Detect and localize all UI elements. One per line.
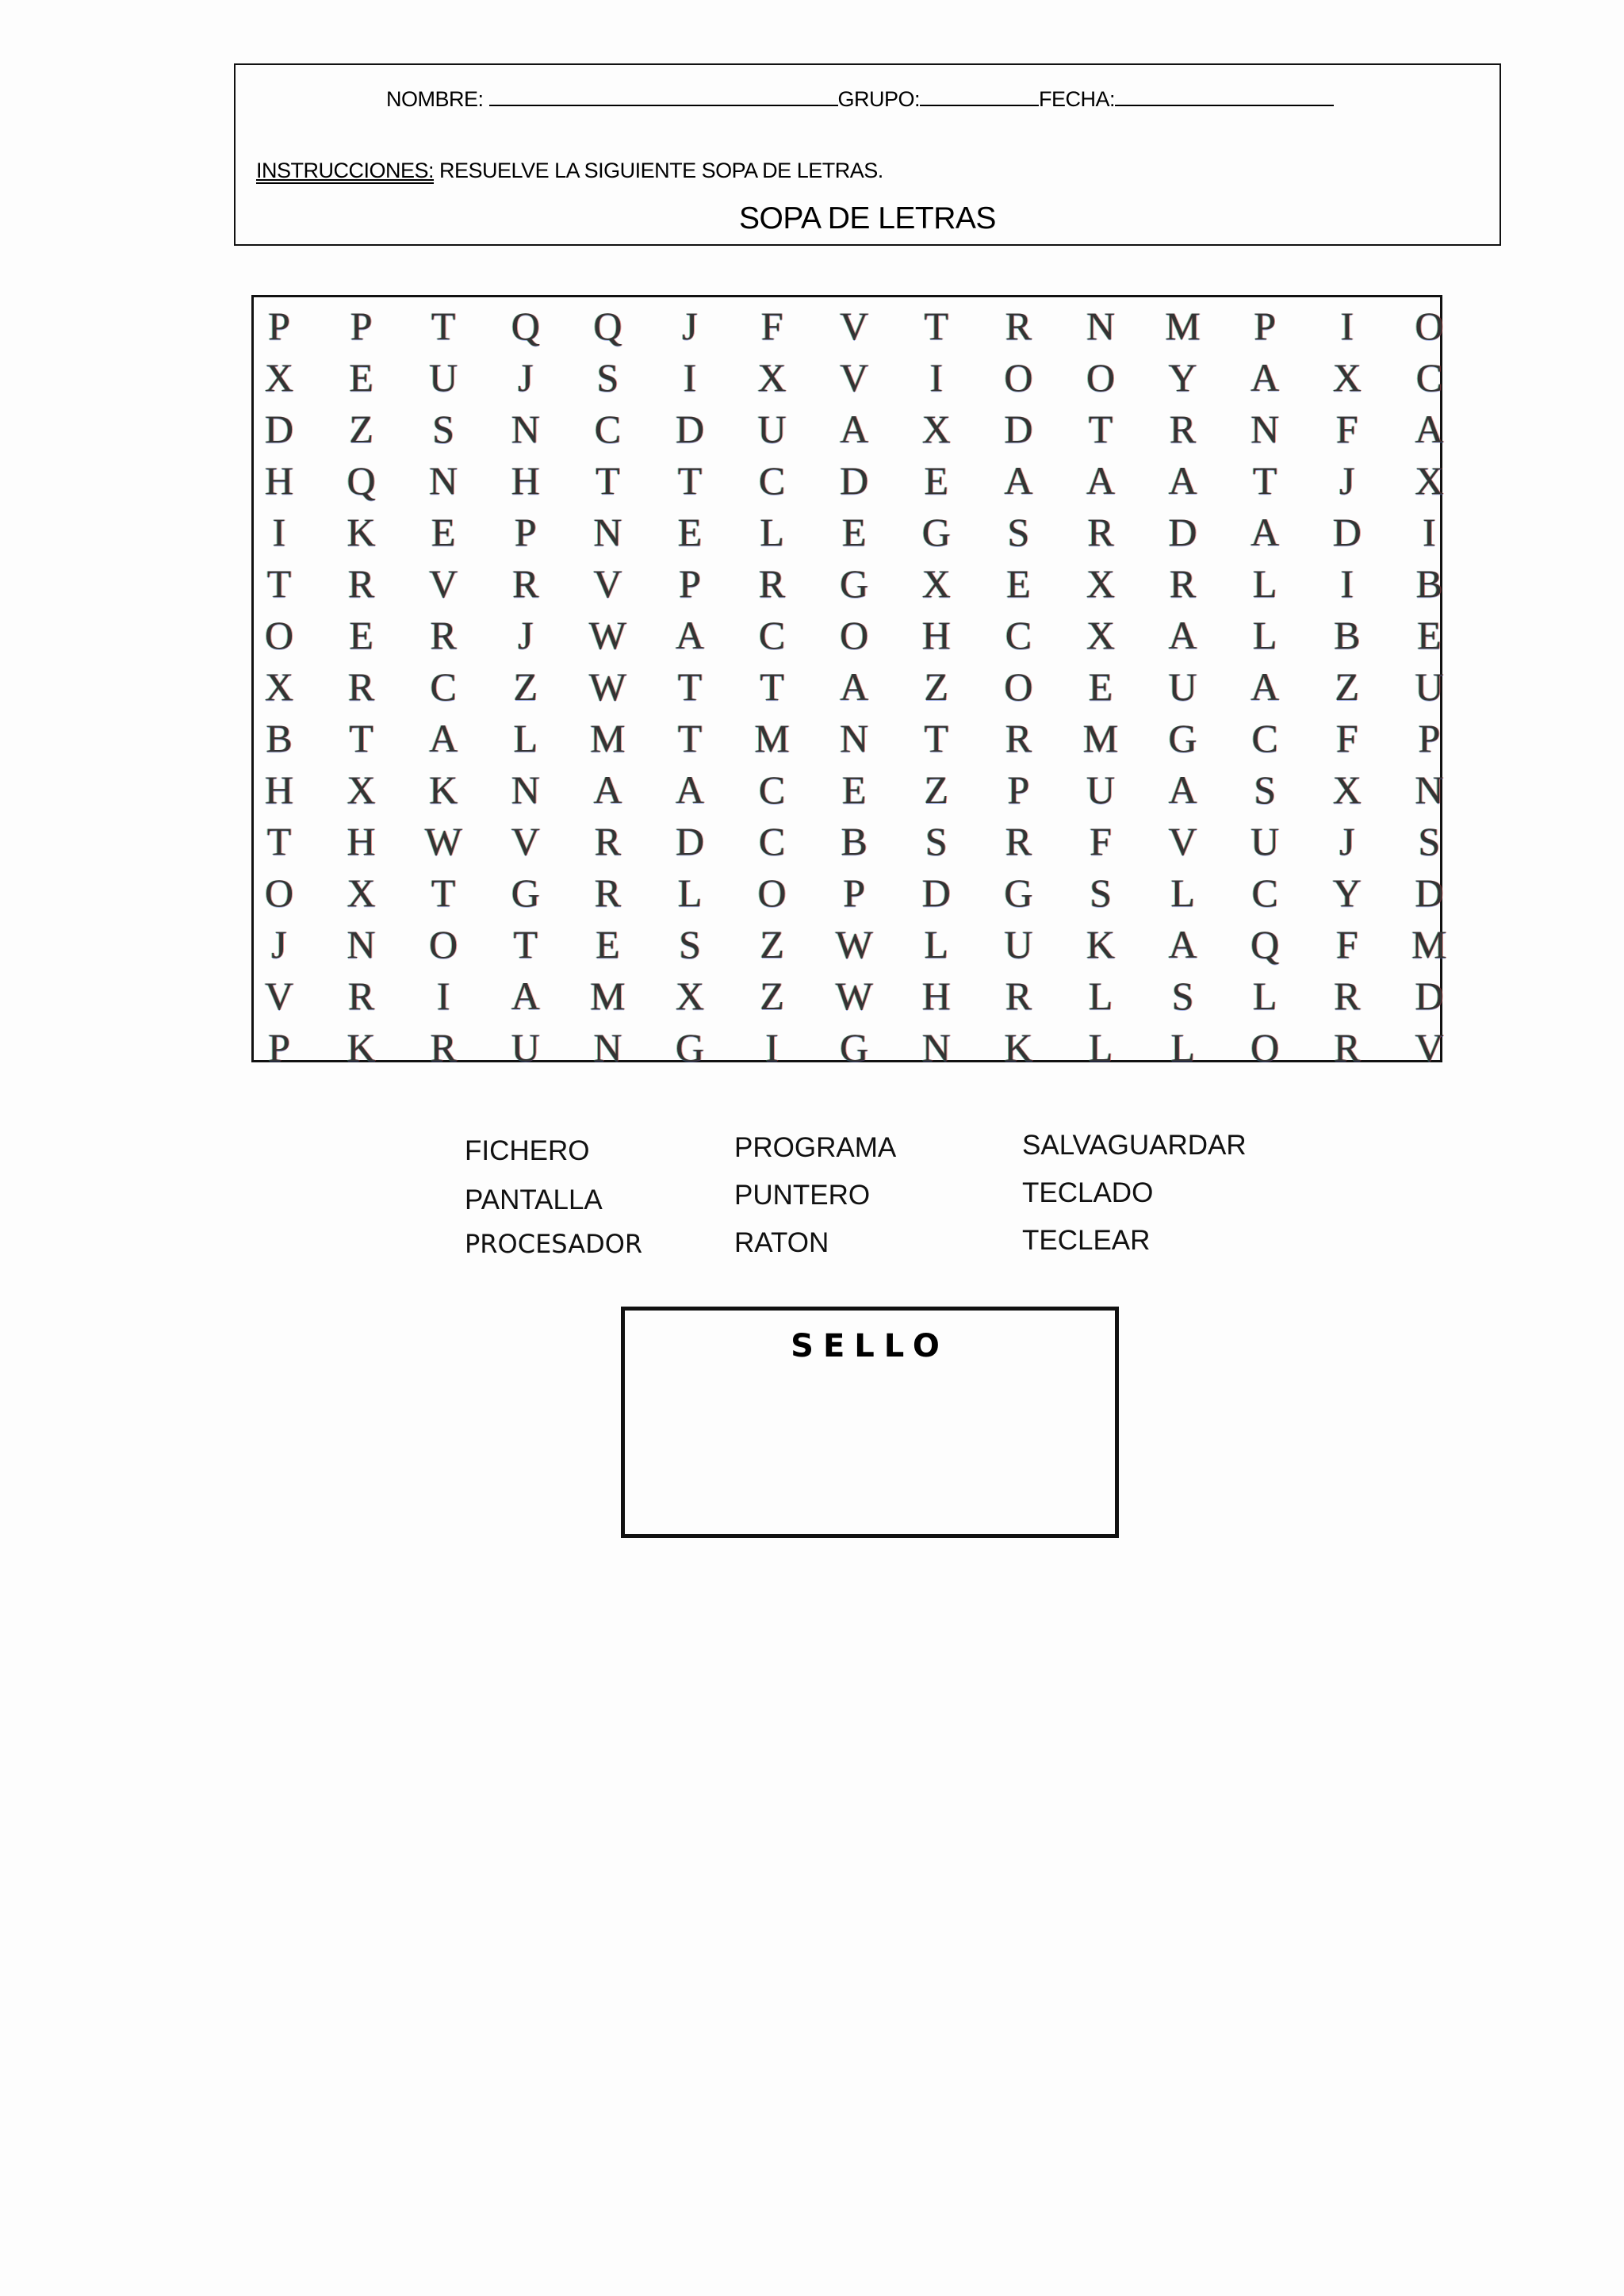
grid-letter[interactable]: Z <box>349 407 373 451</box>
grid-letter[interactable]: U <box>1004 922 1033 966</box>
word-item: TECLADO <box>1022 1177 1154 1208</box>
grid-letter[interactable]: I <box>272 510 286 554</box>
grid-letter[interactable]: V <box>429 561 458 606</box>
grid-letter[interactable]: P <box>1254 304 1277 348</box>
grid-letter[interactable]: K <box>1086 922 1116 966</box>
grid-letter[interactable]: E <box>677 510 703 554</box>
grid-letter[interactable]: R <box>594 819 622 863</box>
grid-letter[interactable]: X <box>264 664 294 709</box>
grid-letter[interactable]: R <box>1005 819 1032 863</box>
grid-letter[interactable]: R <box>1169 561 1197 606</box>
grid-letter[interactable]: N <box>1415 767 1444 812</box>
grid-letter[interactable]: T <box>266 819 292 863</box>
page-title: SOPA DE LETRAS <box>739 201 996 235</box>
grid-letter[interactable]: K <box>429 767 458 812</box>
grid-letter[interactable]: B <box>1334 613 1361 657</box>
grid-letter[interactable]: T <box>1088 407 1113 451</box>
grid-letter[interactable]: V <box>1168 819 1197 863</box>
grid-letter[interactable]: X <box>347 767 376 812</box>
grid-letter[interactable]: R <box>347 561 375 606</box>
grid-letter[interactable]: E <box>841 767 867 812</box>
word-item: PROGRAMA <box>734 1132 897 1163</box>
grid-letter[interactable]: K <box>1004 1025 1033 1070</box>
instructions <box>256 159 883 183</box>
grid-letter[interactable]: B <box>1415 561 1443 606</box>
fecha-label: FECHA: <box>1039 87 1116 111</box>
grid-letter[interactable]: R <box>1005 974 1032 1018</box>
grid-letter[interactable]: J <box>1339 458 1355 503</box>
grid-letter[interactable]: N <box>511 767 540 812</box>
grid-letter[interactable]: H <box>264 458 294 503</box>
grid-letter[interactable]: D <box>1332 510 1362 554</box>
grid-letter[interactable]: R <box>347 974 375 1018</box>
grid-letter[interactable]: R <box>1005 304 1032 348</box>
grid-letter[interactable]: J <box>271 922 287 966</box>
grid-letter[interactable]: S <box>1171 974 1194 1018</box>
grid-letter[interactable]: G <box>1168 716 1197 760</box>
grid-letter[interactable]: L <box>1252 974 1277 1018</box>
grupo-field[interactable] <box>920 86 1039 106</box>
grid-letter[interactable]: Y <box>1332 871 1362 915</box>
grid-letter[interactable]: M <box>590 716 626 760</box>
grid-letter[interactable]: S <box>679 922 701 966</box>
grid-letter[interactable]: X <box>347 871 376 915</box>
grid-letter[interactable]: N <box>840 716 869 760</box>
grid-letter[interactable]: G <box>1004 871 1033 915</box>
grid-letter[interactable]: X <box>921 561 951 606</box>
grid-letter[interactable]: R <box>1334 1025 1361 1070</box>
grid-letter[interactable]: V <box>840 304 869 348</box>
grid-letter[interactable]: G <box>511 871 540 915</box>
grid-letter[interactable]: I <box>765 1025 779 1070</box>
grid-letter[interactable]: Q <box>511 304 540 348</box>
grid-letter[interactable]: I <box>436 974 450 1018</box>
grid-letter[interactable]: O <box>1004 355 1033 400</box>
grid-letter[interactable]: A <box>840 407 869 451</box>
grid-letter[interactable]: U <box>1415 664 1444 709</box>
grid-letter[interactable]: Z <box>1335 664 1360 709</box>
grid-letter[interactable]: H <box>511 458 540 503</box>
grid-letter[interactable]: Q <box>347 458 376 503</box>
grid-letter[interactable]: X <box>757 355 787 400</box>
grid-letter[interactable]: H <box>921 613 951 657</box>
grid-letter[interactable]: L <box>677 871 703 915</box>
grid-letter[interactable]: N <box>1086 304 1116 348</box>
grid-letter[interactable]: P <box>1007 767 1030 812</box>
grid-letter[interactable]: C <box>758 458 786 503</box>
grid-letter[interactable]: A <box>593 767 622 812</box>
grid-letter[interactable]: U <box>429 355 458 400</box>
grid-letter[interactable]: T <box>677 716 703 760</box>
grid-letter[interactable]: D <box>1415 871 1444 915</box>
grid-letter[interactable]: U <box>1086 767 1116 812</box>
grid-letter[interactable]: C <box>758 819 786 863</box>
grid-letter[interactable]: O <box>429 922 458 966</box>
grid-letter[interactable]: I <box>1340 304 1354 348</box>
grid-letter[interactable]: B <box>841 819 868 863</box>
grid-letter[interactable]: P <box>843 871 866 915</box>
grid-letter[interactable]: J <box>682 304 698 348</box>
grid-letter[interactable]: T <box>760 664 784 709</box>
grid-letter[interactable]: Q <box>1251 922 1280 966</box>
grid-letter[interactable]: T <box>266 561 292 606</box>
grid-letter[interactable]: A <box>1251 664 1280 709</box>
grid-letter[interactable]: W <box>835 974 873 1018</box>
grid-letter[interactable]: F <box>1335 716 1358 760</box>
grid-letter[interactable]: G <box>840 1025 869 1070</box>
grid-letter[interactable]: O <box>1086 355 1116 400</box>
grid-letter[interactable]: E <box>1006 561 1031 606</box>
grid-letter[interactable]: K <box>347 510 376 554</box>
grid-letter[interactable]: A <box>840 664 869 709</box>
grid-letter[interactable]: P <box>514 510 537 554</box>
word-item: RATON <box>734 1227 829 1258</box>
grid-letter[interactable]: X <box>1415 458 1444 503</box>
word-item: SALVAGUARDAR <box>1022 1130 1247 1161</box>
grid-letter[interactable]: D <box>675 819 705 863</box>
grid-letter[interactable]: L <box>1170 1025 1195 1070</box>
grid-letter[interactable]: R <box>347 664 375 709</box>
grid-letter[interactable]: X <box>1332 355 1362 400</box>
grid-letter[interactable]: P <box>268 1025 290 1070</box>
grid-letter[interactable]: U <box>1168 664 1197 709</box>
grid-letter[interactable]: S <box>432 407 455 451</box>
grid-letter[interactable]: N <box>429 458 458 503</box>
word-item: PROCESADOR <box>465 1229 643 1259</box>
instructions-text: RESUELVE LA SIGUIENTE SOPA DE LETRAS. <box>434 159 883 182</box>
grid-letter[interactable]: E <box>1088 664 1113 709</box>
grid-letter[interactable]: S <box>1418 819 1441 863</box>
grid-letter[interactable]: L <box>1088 974 1113 1018</box>
grid-letter[interactable]: W <box>424 819 462 863</box>
grid-letter[interactable]: M <box>590 974 626 1018</box>
grid-letter[interactable]: B <box>266 716 293 760</box>
grid-letter[interactable]: M <box>1411 922 1447 966</box>
grid-letter[interactable]: A <box>1168 613 1197 657</box>
grid-letter[interactable]: H <box>347 819 376 863</box>
grid-letter[interactable]: L <box>760 510 784 554</box>
grid-letter[interactable]: S <box>925 819 948 863</box>
grid-letter[interactable]: R <box>1087 510 1114 554</box>
word-item: TECLEAR <box>1022 1225 1151 1256</box>
grid-letter[interactable]: N <box>1251 407 1280 451</box>
grid-letter[interactable]: C <box>1415 355 1443 400</box>
header-box <box>234 63 1501 246</box>
grid-letter[interactable]: C <box>1251 871 1278 915</box>
grid-letter[interactable]: V <box>593 561 622 606</box>
grid-letter[interactable]: R <box>512 561 539 606</box>
grid-letter[interactable]: T <box>596 458 620 503</box>
grid-letter[interactable]: D <box>840 458 869 503</box>
grid-letter[interactable]: T <box>677 458 703 503</box>
grid-letter[interactable]: D <box>1415 974 1444 1018</box>
grid-letter[interactable]: F <box>1090 819 1112 863</box>
grid-letter[interactable]: L <box>1088 1025 1113 1070</box>
grid-letter[interactable]: F <box>1335 407 1358 451</box>
grid-letter[interactable]: O <box>1251 1025 1280 1070</box>
grid-letter[interactable]: V <box>511 819 540 863</box>
grid-letter[interactable]: E <box>431 510 456 554</box>
grid-letter[interactable]: R <box>1334 974 1361 1018</box>
grid-letter[interactable]: T <box>924 716 949 760</box>
grid-letter[interactable]: D <box>675 407 705 451</box>
grid-letter[interactable]: H <box>921 974 951 1018</box>
grid-letter[interactable]: Y <box>1168 355 1197 400</box>
grid-letter[interactable]: J <box>518 355 534 400</box>
grid-letter[interactable]: G <box>675 1025 705 1070</box>
grid-letter[interactable]: X <box>675 974 705 1018</box>
grid-letter[interactable]: M <box>1082 716 1119 760</box>
grid-letter[interactable]: E <box>1417 613 1442 657</box>
grid-letter[interactable]: R <box>594 871 622 915</box>
grid-letter[interactable]: N <box>921 1025 951 1070</box>
grid-letter[interactable]: A <box>1415 407 1444 451</box>
grid-letter[interactable]: N <box>347 922 376 966</box>
grid-letter[interactable]: T <box>431 871 456 915</box>
grid-letter[interactable]: O <box>757 871 787 915</box>
grid-letter[interactable]: D <box>264 407 294 451</box>
grid-letter[interactable]: F <box>1335 922 1358 966</box>
word-item: PUNTERO <box>734 1180 871 1211</box>
grid-letter[interactable]: T <box>513 922 538 966</box>
grid-letter[interactable]: N <box>593 1025 622 1070</box>
grid-letter[interactable]: A <box>1168 458 1197 503</box>
grid-letter[interactable]: I <box>1340 561 1354 606</box>
grid-letter[interactable]: E <box>924 458 949 503</box>
grid-letter[interactable]: Z <box>924 664 949 709</box>
grid-letter[interactable]: E <box>596 922 620 966</box>
grid-letter[interactable]: X <box>264 355 294 400</box>
grid-letter[interactable]: O <box>264 613 294 657</box>
grid-letter[interactable]: L <box>1170 871 1195 915</box>
grid-letter[interactable]: R <box>1169 407 1197 451</box>
grid-letter[interactable]: J <box>518 613 534 657</box>
grid-letter[interactable]: A <box>1086 458 1116 503</box>
grid-letter[interactable]: Z <box>760 922 784 966</box>
grid-letter[interactable]: X <box>921 407 951 451</box>
grid-letter[interactable]: A <box>1168 922 1197 966</box>
grid-letter[interactable]: Z <box>760 974 784 1018</box>
grid-letter[interactable]: T <box>924 304 949 348</box>
grid-letter[interactable]: Q <box>593 304 622 348</box>
grid-letter[interactable]: F <box>760 304 783 348</box>
grid-letter[interactable]: P <box>350 304 373 348</box>
grid-letter[interactable]: T <box>677 664 703 709</box>
grid-letter[interactable]: O <box>840 613 869 657</box>
grid-letter[interactable]: R <box>758 561 786 606</box>
grid-letter[interactable]: A <box>1251 510 1280 554</box>
grid-letter[interactable]: L <box>513 716 538 760</box>
grid-letter[interactable]: R <box>430 1025 457 1070</box>
grid-letter[interactable]: P <box>679 561 701 606</box>
grid-letter[interactable]: L <box>1252 613 1277 657</box>
grid-letter[interactable]: J <box>1339 819 1355 863</box>
grid-letter[interactable]: A <box>675 767 705 812</box>
grid-letter[interactable]: K <box>347 1025 376 1070</box>
grid-letter[interactable]: G <box>921 510 951 554</box>
grid-letter[interactable]: O <box>1004 664 1033 709</box>
grid-letter[interactable]: X <box>1332 767 1362 812</box>
grid-letter[interactable]: I <box>1423 510 1436 554</box>
grid-letter[interactable]: N <box>511 407 540 451</box>
grid-letter[interactable]: L <box>924 922 949 966</box>
grid-letter[interactable]: C <box>758 613 786 657</box>
grid-letter[interactable]: T <box>1252 458 1277 503</box>
grid-letter[interactable]: W <box>835 922 873 966</box>
grid-letter[interactable]: D <box>1004 407 1033 451</box>
grid-letter[interactable]: E <box>349 355 373 400</box>
grid-letter[interactable]: V <box>264 974 294 1018</box>
grid-letter[interactable]: S <box>1007 510 1030 554</box>
student-info-line <box>386 86 1334 112</box>
grupo-label: GRUPO: <box>837 87 921 111</box>
grid-letter[interactable]: W <box>588 613 626 657</box>
fecha-field[interactable] <box>1115 86 1334 106</box>
grid-letter[interactable]: U <box>1251 819 1280 863</box>
instructions-label: INSTRUCCIONES: <box>256 159 435 182</box>
seal-label: SELLO <box>791 1328 949 1364</box>
grid-letter[interactable]: S <box>596 355 619 400</box>
word-item: FICHERO <box>465 1135 590 1166</box>
grid-letter[interactable]: I <box>683 355 697 400</box>
grid-letter[interactable]: X <box>1086 613 1116 657</box>
grid-letter[interactable]: A <box>1168 767 1197 812</box>
grid-letter[interactable]: R <box>430 613 457 657</box>
grid-letter[interactable]: P <box>1418 716 1441 760</box>
grid-letter[interactable]: S <box>1254 767 1277 812</box>
grid-letter[interactable]: S <box>1090 871 1112 915</box>
grid-letter[interactable]: C <box>758 767 786 812</box>
grid-letter[interactable]: R <box>1005 716 1032 760</box>
grid-letter[interactable]: M <box>754 716 790 760</box>
grid-letter[interactable]: C <box>594 407 622 451</box>
grid-letter[interactable]: A <box>429 716 458 760</box>
grid-letter[interactable]: A <box>1251 355 1280 400</box>
grid-letter[interactable]: X <box>1086 561 1116 606</box>
grid-letter[interactable]: D <box>921 871 951 915</box>
grid-letter[interactable]: A <box>1004 458 1033 503</box>
grid-letter[interactable]: P <box>268 304 290 348</box>
grid-letter[interactable]: T <box>431 304 456 348</box>
grid-letter[interactable]: L <box>1252 561 1277 606</box>
grid-letter[interactable]: D <box>1168 510 1197 554</box>
grid-letter[interactable]: C <box>1251 716 1278 760</box>
grid-letter[interactable]: V <box>840 355 869 400</box>
grid-letter[interactable]: U <box>511 1025 540 1070</box>
grid-letter[interactable]: T <box>349 716 373 760</box>
grid-letter[interactable]: A <box>511 974 540 1018</box>
grid-letter[interactable]: W <box>588 664 626 709</box>
grid-letter[interactable]: U <box>757 407 787 451</box>
grid-letter[interactable]: H <box>264 767 294 812</box>
grid-letter[interactable]: C <box>430 664 457 709</box>
grid-letter[interactable]: I <box>929 355 944 400</box>
grid-letter[interactable]: Z <box>924 767 949 812</box>
grid-letter[interactable]: O <box>264 871 294 915</box>
grid-letter[interactable]: M <box>1165 304 1201 348</box>
grid-letter[interactable]: N <box>593 510 622 554</box>
grid-letter[interactable]: C <box>1005 613 1032 657</box>
grid-letter[interactable]: O <box>1415 304 1444 348</box>
nombre-field[interactable] <box>489 86 838 106</box>
grid-letter[interactable]: E <box>349 613 373 657</box>
grid-letter[interactable]: G <box>840 561 869 606</box>
seal-box <box>621 1307 1119 1538</box>
word-item: PANTALLA <box>465 1184 603 1215</box>
grid-letter[interactable]: V <box>1415 1025 1444 1070</box>
nombre-label: NOMBRE: <box>386 87 484 111</box>
grid-letter[interactable]: A <box>675 613 705 657</box>
word-search-grid <box>251 295 1447 1070</box>
grid-letter[interactable]: Z <box>513 664 538 709</box>
grid-letter[interactable]: E <box>841 510 867 554</box>
